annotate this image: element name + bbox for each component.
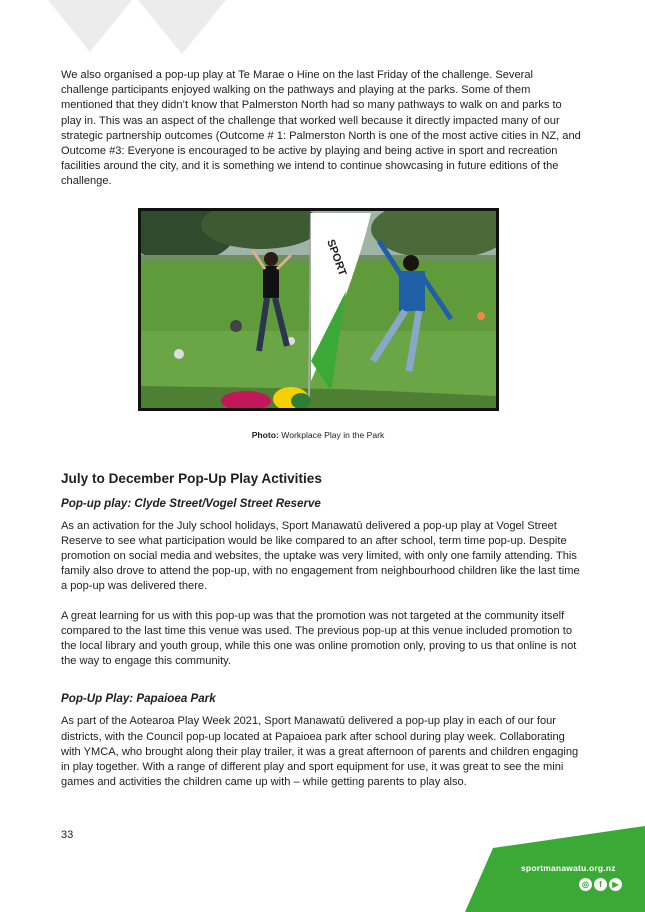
- caption-label: Photo:: [251, 429, 279, 440]
- header-chevrons: [0, 0, 240, 60]
- subheading-papaioea-park: Pop-Up Play: Papaioea Park: [61, 692, 216, 706]
- youtube-icon[interactable]: ▶: [609, 878, 622, 891]
- website-link[interactable]: sportmanawatu.org.nz: [521, 863, 616, 873]
- section-heading: July to December Pop-Up Play Activities: [61, 470, 322, 486]
- page-content: [61, 68, 583, 790]
- page-number: 33: [61, 829, 74, 841]
- instagram-icon[interactable]: ◎: [579, 878, 592, 891]
- workplace-play-photo: [138, 208, 499, 411]
- subheading-clyde-street: Pop-up play: Clyde Street/Vogel Street Reserve: [61, 496, 321, 510]
- caption-text: Workplace Play in the Park: [278, 429, 385, 440]
- park-photo-illustration: [141, 211, 496, 408]
- papaioea-paragraph: As part of the Aotearoa Play Week 2021, Sport Manawatū delivered a pop-up play in each of our four districts, with the Council pop-up located at Papaioea park after school during play week. Collaborating with YMCA, who brought along their play trailer, it was a great afternoon of parents and children engaging in play together. With a range of different play and sport equipment for use, it was great to see the mini games and activities the children came up with – while getting parents to play also.: [61, 715, 579, 789]
- intro-paragraph: We also organised a pop-up play at Te Marae o Hine on the last Friday of the challenge. Several challenge participants enjoyed walking on the pathways and playing at the parks. Some of them mentioned that they didn’t know that Palmerston North had so many pathways to walk on and parks to play in. This was an aspect of the challenge that worked well because it directly impacted many of our strategic partnership outcomes (Outcome # 1: Palmerston North is one of the most active cities in NZ, and Outcome #3: Everyone is encouraged to be active by playing and being active in sport and recreation facilities around the city, and it is something we intend to continue showcasing in future editions of the challenge.: [61, 69, 581, 188]
- svg-text:SPORT: SPORT: [323, 237, 348, 278]
- photo-caption: [53, 430, 583, 440]
- clyde-paragraph-1: As an activation for the July school holidays, Sport Manawatū delivered a pop-up play at Vogel Street Reserve to see what participation would be like compared to an after school, term time pop-up. Despite promotion on social media and websites, the uptake was very limited, with only one family attending. This family also drove to attend the pop-up, with no engagement from neighbourhood children like the last time a pop-up was delivered there.: [61, 519, 580, 593]
- facebook-icon[interactable]: f: [594, 878, 607, 891]
- clyde-paragraph-2: A great learning for us with this pop-up was that the promotion was not targeted at the community itself compared to the last time this venue was used. The previous pop-up at this venue included promotion to the local library and youth group, while this one was online promotion only, proving to us that online is not the way to engage this community.: [61, 609, 577, 668]
